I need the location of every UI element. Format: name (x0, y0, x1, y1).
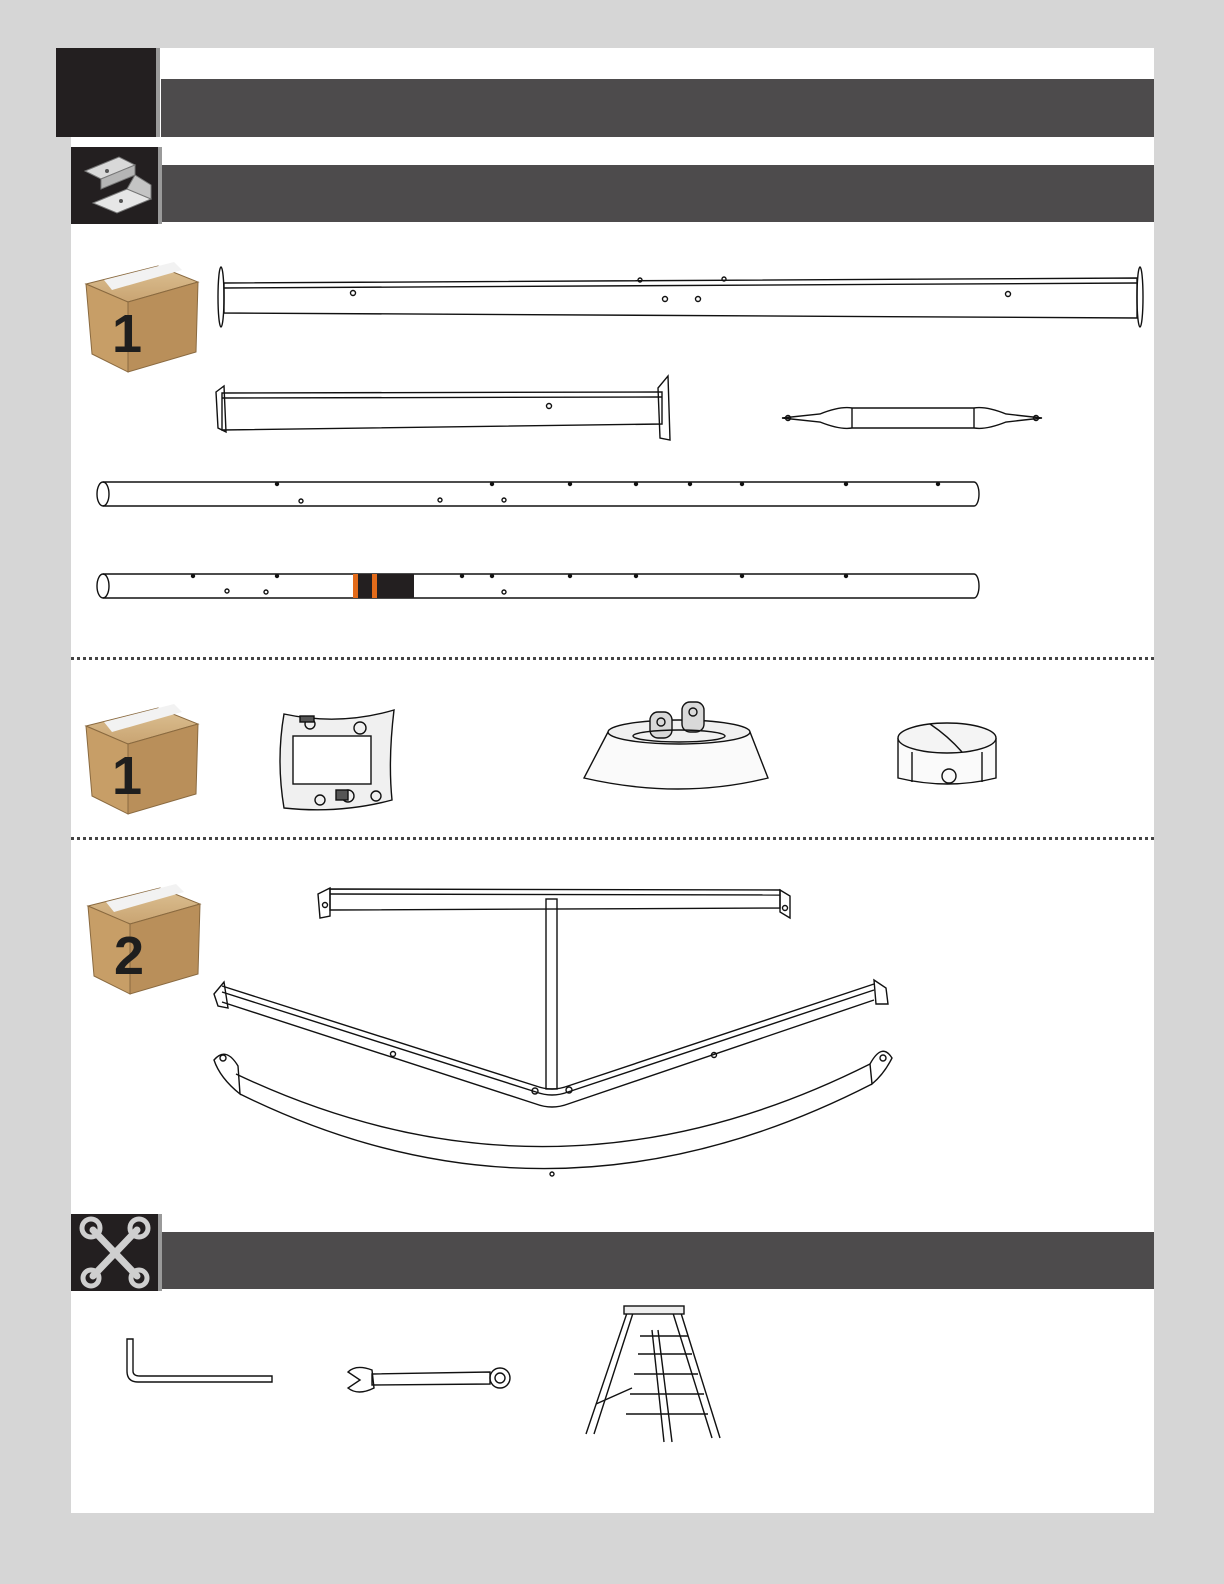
round-tube-1 (97, 482, 979, 506)
carton-number: 2 (114, 926, 145, 986)
short-beam (216, 376, 670, 440)
carton-box-1b (86, 704, 198, 814)
carton-number: 1 (112, 746, 143, 806)
strap-connector (782, 408, 1042, 429)
combination-wrench-tool (348, 1367, 510, 1392)
v-rafter-frame (214, 980, 888, 1107)
hardware-bag (280, 710, 394, 810)
round-cap (898, 723, 996, 784)
round-tube-2 (97, 574, 979, 598)
carton-box-1 (86, 262, 198, 372)
long-top-beam (218, 267, 1143, 327)
carton-number: 1 (112, 304, 143, 364)
t-frame-crossbar (318, 888, 790, 1089)
step-ladder-tool (586, 1306, 720, 1442)
curved-arch-tube (214, 1051, 892, 1176)
base-cone-bracket (584, 702, 768, 789)
orange-tube-label (353, 574, 414, 598)
carton-box-2 (88, 884, 200, 994)
hex-key-tool (127, 1339, 272, 1382)
